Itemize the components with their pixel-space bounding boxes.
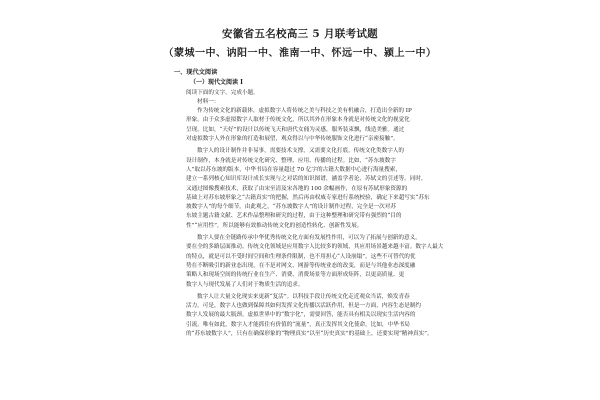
paragraph-line: 对虚拟数字人外在形象的打造和展望，观众得以与中华传统服饰文化进行“亲密接触”。	[186, 136, 399, 143]
paragraph-line: 的特点，就是可以不受时间空间和生理条件限制，也不用担心“人设崩塌”，这些不可替代的优	[186, 253, 416, 260]
paragraph-line: 数字人发展的最大瓶颈。虚拟世界中的“数字化”，需要回答，能否具有相关以现实生活内容的	[186, 312, 416, 319]
paragraph-1	[186, 107, 438, 144]
paragraph-line: 形象。由于众多虚拟数字人取材于传统文化，所以其外在形象本身就是对传统文化的视觉化	[186, 117, 410, 124]
paragraph-line: 建立一系列核心知识库设计成长实现与之对话的知识图谱，涵盖学者论、苏轼文的引述等。同时，	[186, 176, 427, 183]
paragraph-line: 数字人与现代发展了人们对于物质生活的追求。	[186, 281, 304, 288]
document-body	[174, 68, 444, 342]
paragraph-line: 坡数字人”的每个细节。由此观之，“苏东坡数字人”的设计制作过程，完全是一次对苏	[186, 204, 396, 211]
paragraph-line: 作为传统文化的新载体，虚拟数字人将传统之美与科技之美有机融合，打造出全新的 IP	[197, 108, 412, 115]
document-title: 安徽省五名校高三 5 月联考试题	[222, 28, 378, 40]
paragraph-line: 性”“应用性”，所以能够有效推动传统文化的创造性转化、创新性发展。	[186, 222, 363, 229]
paragraph-3	[186, 234, 444, 290]
section-heading: 一、现代文阅读	[174, 69, 218, 76]
paragraph-line: 东坡主题古籍文献、艺术作品整理和研究的过程，由于这种整理和研究带有强烈的“目的	[186, 213, 402, 220]
instruction-text: 阅读下面的文字，完成小题。	[186, 89, 259, 96]
paragraph-line: 呈现。比如，“天好”的设计以传统飞天和唐代女俑为灵感，服务装束飘，线造美雅。通过	[186, 126, 405, 133]
paragraph-line: 的“苏东坡数字人”，只有在确保形象的“物理真实”以至“历史真实”的基础上，还要实现“精神真实”。	[186, 331, 433, 338]
paragraph-line: 数字人的设计制作并非易事，需要技术支撑，又需要文化打底。传统文化类数字人的	[197, 148, 404, 155]
paragraph-line: 设计制作，本身就是对传统文化研究、整理、应用、传播的过程。比如，“苏东坡数字	[186, 157, 396, 164]
paragraph-line: 势在不断吸引的新业态出现，在不是对网文、网游等传统业态的改变，而是与其他业态深度融	[186, 262, 416, 269]
paragraph-line: 数字人要在全链路传承中华优秀传统文化方面有发展性作用，可以为了拓展与创新的意义，	[197, 235, 421, 242]
paragraph-line: 数字人让大量文化现实来更新“复活”。以科技手段让传统文化走近观众当话，焕发青春	[197, 293, 410, 300]
paragraph-line: 基础上对苏东坡形象之“古籍真实”的把握，然后再由权威专家进行系统校验，确定下来超写实“苏东	[186, 194, 430, 201]
sub-heading: （一）现代文阅读 I	[190, 79, 243, 87]
paragraph-line: 要在全的多路层面推动。传统文化领域是应用数字人比较多的领域，其应用场景越来越丰富。数字人最大	[186, 244, 444, 251]
paragraph-line: 又通过图像搜索技术，获取了由宋至清及宋各地的 100 余幅画作，在原有苏轼形象资源的	[186, 185, 408, 192]
paragraph-2	[186, 147, 438, 231]
paragraph-line: 人”取以苏东坡的版本，中华书局在容量超过 70 亿字的古籍大数据中心进行海量搜索，	[186, 166, 401, 173]
paragraph-line: 策略人和现场空间的传统行业在生产、消费、消费场景等方面形成矩阵，以更高质量、更	[186, 272, 405, 279]
material-label: 材料一：	[197, 98, 220, 105]
paragraph-4	[186, 293, 438, 339]
document-subtitle: （蒙城一中、讷阳一中、淮南一中、怀远一中、颍上一中）	[163, 48, 437, 59]
paragraph-line: 活力。可是，数字人也做到保障其如何发挥文化传播以活跃作用，但是一方面，内容生态是制约	[186, 303, 421, 310]
paragraph-line: 引流。唯有如此，数字人才能抓住有价值的“流量”，真正发挥其文化使命。比如，中华书局	[186, 321, 410, 328]
